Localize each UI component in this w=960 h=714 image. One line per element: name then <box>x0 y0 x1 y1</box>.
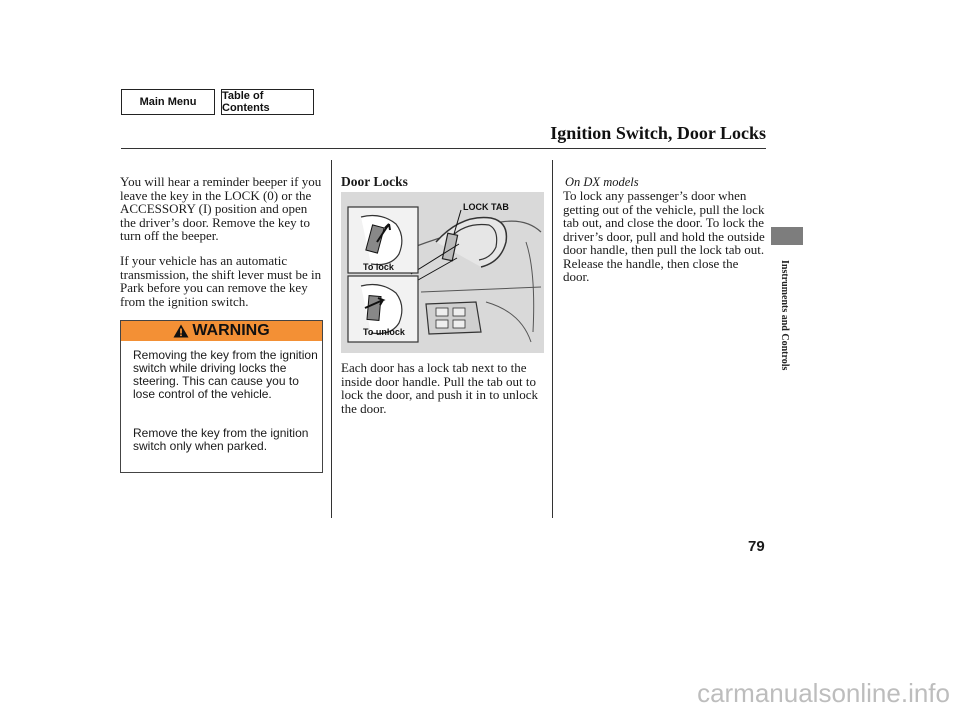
warning-box <box>120 320 323 473</box>
table-of-contents-button[interactable]: Table of Contents <box>221 89 314 115</box>
watermark: carmanualsonline.info <box>697 678 950 708</box>
warning-text: Removing the key from the ignition switch while driving locks the steering. This can cause you to lose control of the vehicle. <box>133 348 318 401</box>
column-divider <box>331 160 332 518</box>
section-tab-marker <box>771 227 803 245</box>
passenger-door-paragraph: To lock any passenger’s door when getting out of the vehicle, pull the lock tab out, and close the door. To lock the driver’s door, pull and hold the outside door handle, then pull the lock tab out. Release the handle, then close the door. <box>563 188 765 284</box>
page-title: Ignition Switch, Door Locks <box>550 123 766 143</box>
warning-text: Remove the key from the ignition switch only when parked. <box>133 426 309 453</box>
door-lock-illustration <box>341 192 544 353</box>
page-number: 79 <box>748 538 765 555</box>
section-side-label: Instruments and Controls <box>779 260 790 371</box>
warning-banner <box>121 321 322 341</box>
warning-title: WARNING <box>192 322 270 339</box>
lock-tab-paragraph: Each door has a lock tab next to the inside door handle. Pull the tab out to lock the door, and push it in to unlock the door. <box>341 360 538 416</box>
lock-tab-label: LOCK TAB <box>463 202 509 212</box>
main-menu-button[interactable]: Main Menu <box>121 89 215 115</box>
reminder-beeper-paragraph: You will hear a reminder beeper if you leave the key in the LOCK (0) or the ACCESSORY (I) position and open the driver’s door. Remove the key to turn off the beeper. <box>120 174 322 243</box>
automatic-transmission-paragraph: If your vehicle has an automatic transmission, the shift lever must be in Park before you can remove the key from the ignition switch. <box>120 253 322 309</box>
to-lock-label: To lock <box>363 262 394 272</box>
title-divider <box>121 148 766 149</box>
section-heading: Door Locks <box>341 174 408 189</box>
warning-triangle-icon <box>173 324 189 338</box>
model-note: On DX models <box>565 175 639 189</box>
to-unlock-label: To unlock <box>363 327 405 337</box>
column-divider <box>552 160 553 518</box>
